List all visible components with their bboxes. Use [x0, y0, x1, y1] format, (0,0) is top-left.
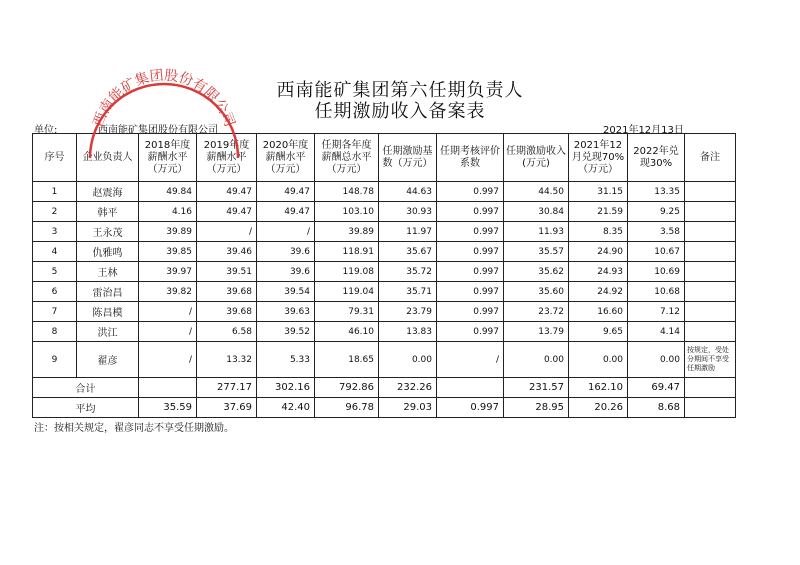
- average-row-label: 平均: [33, 398, 139, 418]
- col-header: 2018年度薪酬水平（万元）: [139, 134, 197, 182]
- unit-label: 单位:: [34, 125, 58, 136]
- table-cell: 118.91: [315, 242, 379, 262]
- table-cell: 39.82: [139, 282, 197, 302]
- table-cell: 23.79: [379, 302, 437, 322]
- table-cell: 0.997: [437, 322, 504, 342]
- table-cell: 302.16: [257, 378, 315, 398]
- table-cell-note: [685, 322, 736, 342]
- col-header: 2021年12月兑现70%（万元）: [569, 134, 628, 182]
- table-cell: 49.47: [257, 182, 315, 202]
- table-row: [33, 222, 736, 242]
- table-cell: 792.86: [315, 378, 379, 398]
- table-cell: 0.00: [504, 342, 569, 378]
- table-cell-name: 翟彦: [77, 342, 139, 378]
- table-cell-note: [685, 302, 736, 322]
- table-row: [33, 322, 736, 342]
- table-cell: 44.50: [504, 182, 569, 202]
- form-date: 2021年12月13日: [603, 125, 684, 136]
- table-cell: 0.997: [437, 262, 504, 282]
- table-cell: 39.52: [257, 322, 315, 342]
- table-cell: 162.10: [569, 378, 628, 398]
- table-row: [33, 282, 736, 302]
- table-cell: 3: [33, 222, 77, 242]
- table-row: [33, 182, 736, 202]
- table-cell: 35.60: [504, 282, 569, 302]
- table-cell-name: 韩平: [77, 202, 139, 222]
- table-cell: [139, 378, 197, 398]
- table-cell-name: 陈昌模: [77, 302, 139, 322]
- table-cell: 13.79: [504, 322, 569, 342]
- table-cell: 21.59: [569, 202, 628, 222]
- table-cell: 8.35: [569, 222, 628, 242]
- table-cell: 37.69: [197, 398, 257, 418]
- table-cell: 39.89: [315, 222, 379, 242]
- table-cell: 30.84: [504, 202, 569, 222]
- table-cell: 3.58: [628, 222, 685, 242]
- table-cell: 148.78: [315, 182, 379, 202]
- average-row: [33, 398, 736, 418]
- table-cell: 29.03: [379, 398, 437, 418]
- table-cell: 24.92: [569, 282, 628, 302]
- table-cell: 6: [33, 282, 77, 302]
- table-cell: [685, 378, 736, 398]
- table-cell-note: [685, 242, 736, 262]
- table-cell: /: [139, 322, 197, 342]
- table-cell: 24.93: [569, 262, 628, 282]
- table-row: [33, 242, 736, 262]
- table-cell-note: [685, 262, 736, 282]
- table-cell: 23.72: [504, 302, 569, 322]
- table-cell: /: [139, 302, 197, 322]
- table-cell-note: [685, 222, 736, 242]
- table-cell: 49.84: [139, 182, 197, 202]
- col-header: 2020年度薪酬水平（万元）: [257, 134, 315, 182]
- table-cell: 69.47: [628, 378, 685, 398]
- table-cell: 79.31: [315, 302, 379, 322]
- col-header: 2022年兑现30%: [628, 134, 685, 182]
- table-cell: 5.33: [257, 342, 315, 378]
- col-header: 任期激励基数（万元）: [379, 134, 437, 182]
- table-cell: 10.67: [628, 242, 685, 262]
- table-cell: 39.46: [197, 242, 257, 262]
- table-cell: 7.12: [628, 302, 685, 322]
- table-cell: 39.51: [197, 262, 257, 282]
- table-cell: 39.97: [139, 262, 197, 282]
- table-cell: 4.16: [139, 202, 197, 222]
- form-title-line2: 任期激励收入备案表: [314, 101, 486, 122]
- table-cell: 10.68: [628, 282, 685, 302]
- form-title-line1: 西南能矿集团第六任期负责人: [276, 80, 524, 101]
- table-cell: /: [437, 342, 504, 378]
- table-cell: 13.83: [379, 322, 437, 342]
- table-cell-name: 雷治昌: [77, 282, 139, 302]
- table-cell-name: 赵震海: [77, 182, 139, 202]
- table-cell: 0.00: [628, 342, 685, 378]
- table-row: [33, 342, 736, 378]
- table-row: [33, 302, 736, 322]
- table-cell: 119.08: [315, 262, 379, 282]
- table-cell-note: [685, 202, 736, 222]
- table-cell: 231.57: [504, 378, 569, 398]
- table-cell: 9: [33, 342, 77, 378]
- table-cell: 96.78: [315, 398, 379, 418]
- table-cell: [685, 398, 736, 418]
- table-cell: 277.17: [197, 378, 257, 398]
- table-cell: 13.32: [197, 342, 257, 378]
- table-cell: 103.10: [315, 202, 379, 222]
- table-cell: 24.90: [569, 242, 628, 262]
- table-cell: 39.85: [139, 242, 197, 262]
- table-row: [33, 262, 736, 282]
- table-cell: 0.00: [379, 342, 437, 378]
- col-header: 任期考核评价系数: [437, 134, 504, 182]
- table-cell: 39.54: [257, 282, 315, 302]
- table-cell: 0.997: [437, 398, 504, 418]
- col-header: 备注: [685, 134, 736, 182]
- table-cell: 30.93: [379, 202, 437, 222]
- table-cell: 119.04: [315, 282, 379, 302]
- table-cell-note: [685, 182, 736, 202]
- table-cell: 11.93: [504, 222, 569, 242]
- table-cell-name: 王永茂: [77, 222, 139, 242]
- table-cell: 16.60: [569, 302, 628, 322]
- table-cell-name: 仇雅鸣: [77, 242, 139, 262]
- table-cell: 0.997: [437, 182, 504, 202]
- table-cell-note: 按规定，受处分期间不享受任期激励: [685, 342, 736, 378]
- table-cell: 9.65: [569, 322, 628, 342]
- table-cell: 28.95: [504, 398, 569, 418]
- incentive-table: [32, 133, 736, 418]
- total-row: [33, 378, 736, 398]
- table-cell: 0.997: [437, 302, 504, 322]
- table-cell: 2: [33, 202, 77, 222]
- table-cell: 11.97: [379, 222, 437, 242]
- table-cell: 39.6: [257, 262, 315, 282]
- col-header: 序号: [33, 134, 77, 182]
- table-cell: 0.997: [437, 242, 504, 262]
- table-cell: [437, 378, 504, 398]
- table-cell: /: [257, 222, 315, 242]
- table-cell: 44.63: [379, 182, 437, 202]
- footnote: 注：按相关规定，翟彦同志不享受任期激励。: [34, 423, 234, 434]
- table-cell: 4: [33, 242, 77, 262]
- table-cell: 0.997: [437, 222, 504, 242]
- table-cell: 35.72: [379, 262, 437, 282]
- col-header: 任期各年度薪酬总水平（万元）: [315, 134, 379, 182]
- table-cell: 20.26: [569, 398, 628, 418]
- table-cell: /: [139, 342, 197, 378]
- table-cell: 8.68: [628, 398, 685, 418]
- table-cell: 18.65: [315, 342, 379, 378]
- table-cell-name: 王林: [77, 262, 139, 282]
- header-row: [33, 134, 736, 182]
- table-cell: 49.47: [197, 202, 257, 222]
- table-cell: 0.00: [569, 342, 628, 378]
- table-cell: 8: [33, 322, 77, 342]
- total-row-label: 合计: [33, 378, 139, 398]
- table-cell: 39.63: [257, 302, 315, 322]
- table-cell-note: [685, 282, 736, 302]
- table-cell: 39.68: [197, 282, 257, 302]
- table-cell: 49.47: [257, 202, 315, 222]
- table-cell: 232.26: [379, 378, 437, 398]
- table-cell: 13.35: [628, 182, 685, 202]
- table-cell: 39.89: [139, 222, 197, 242]
- table-cell: 1: [33, 182, 77, 202]
- table-cell: 0.997: [437, 282, 504, 302]
- seal-text: 西南能矿集团股份有限公司: [90, 67, 238, 130]
- col-header: 任期激励收入(万元): [504, 134, 569, 182]
- table-cell: 49.47: [197, 182, 257, 202]
- col-header: 2019年度薪酬水平（万元）: [197, 134, 257, 182]
- table-cell: 6.58: [197, 322, 257, 342]
- table-cell: 35.59: [139, 398, 197, 418]
- unit-value: 西南能矿集团股份有限公司: [98, 125, 218, 136]
- table-cell: 42.40: [257, 398, 315, 418]
- table-cell: 0.997: [437, 202, 504, 222]
- table-cell: 35.57: [504, 242, 569, 262]
- table-cell: 46.10: [315, 322, 379, 342]
- table-cell: 7: [33, 302, 77, 322]
- table-cell: /: [197, 222, 257, 242]
- table-row: [33, 202, 736, 222]
- table-cell: 35.67: [379, 242, 437, 262]
- table-cell: 9.25: [628, 202, 685, 222]
- table-cell: 39.68: [197, 302, 257, 322]
- table-cell: 39.6: [257, 242, 315, 262]
- table-cell: 4.14: [628, 322, 685, 342]
- table-cell-name: 洪江: [77, 322, 139, 342]
- table-cell: 35.62: [504, 262, 569, 282]
- table-cell: 10.69: [628, 262, 685, 282]
- table-cell: 5: [33, 262, 77, 282]
- col-header: 企业负责人: [77, 134, 139, 182]
- table-cell: 35.71: [379, 282, 437, 302]
- table-cell: 31.15: [569, 182, 628, 202]
